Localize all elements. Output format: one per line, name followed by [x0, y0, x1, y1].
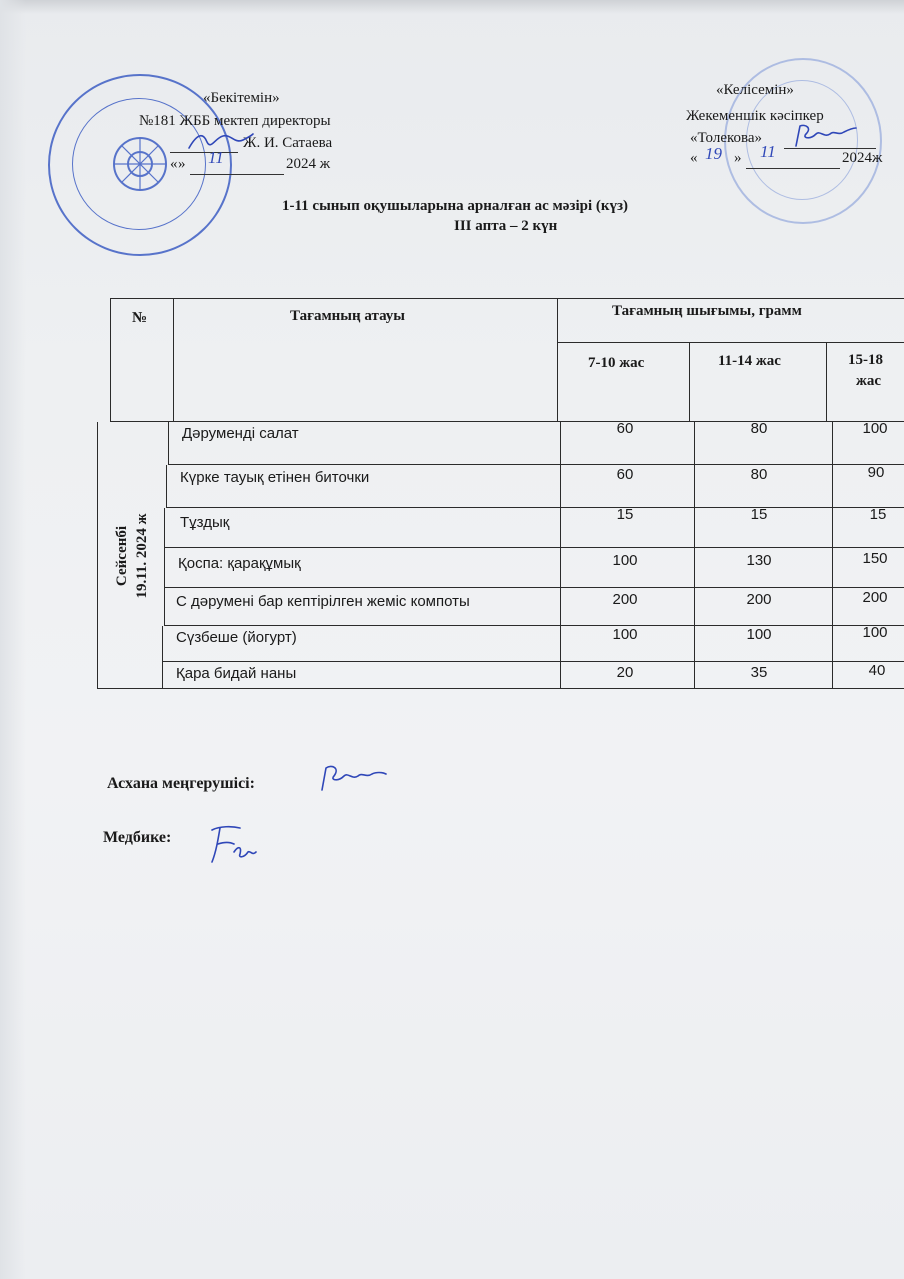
director-date-month: 11: [208, 148, 224, 167]
day-date: 19.11. 2024 ж: [134, 513, 150, 599]
row-5-v2: 200: [746, 591, 772, 608]
row-6-v3: 100: [862, 624, 888, 641]
header-age-11-14: 11-14 жас: [718, 353, 781, 369]
director-date-close: »: [178, 156, 186, 172]
row-7-v3: 40: [868, 662, 886, 679]
row-6-v2: 100: [746, 626, 772, 643]
row-2-v3: 90: [867, 464, 885, 481]
row-line-3: [164, 547, 904, 548]
row-1-v3: 100: [862, 420, 888, 437]
table-border-left-bottom: [97, 422, 98, 689]
body-divider-day-1: [168, 422, 169, 465]
entrepreneur-date-day: 19: [705, 144, 722, 163]
page-left-edge: [0, 0, 26, 1279]
entrepreneur-date-line: [746, 168, 840, 169]
entrepreneur-date-close: »: [734, 150, 742, 166]
row-1-v1: 60: [616, 420, 634, 437]
row-5-v1: 200: [612, 591, 638, 608]
row-2-v1: 60: [616, 466, 634, 483]
header-divider-age1: [689, 342, 690, 422]
entrepreneur-signature: [790, 120, 860, 152]
row-3-v2: 15: [750, 506, 768, 523]
row-7-v1: 20: [616, 664, 634, 681]
agreed-label: «Келісемін»: [716, 82, 794, 98]
table-border-bottom: [97, 688, 904, 689]
emblem-icon: [108, 132, 172, 196]
director-date-open: «: [170, 156, 178, 172]
header-age-15-18-line2: жас: [856, 373, 882, 389]
header-output: Тағамның шығымы, грамм: [612, 303, 802, 319]
header-number: №: [132, 310, 148, 326]
row-4-dish: Қоспа: қарақұмық: [178, 555, 301, 572]
row-4-v1: 100: [612, 552, 638, 569]
director-date-line: [190, 174, 284, 175]
header-divider-output: [557, 342, 904, 343]
row-line-2: [166, 507, 904, 508]
entrepreneur-position: Жекеменшік кәсіпкер: [686, 108, 824, 124]
body-divider-age1: [694, 422, 695, 689]
entrepreneur-date-open: «: [690, 150, 698, 166]
canteen-head-label: Асхана меңгерушісі:: [107, 775, 255, 792]
body-divider-dish: [560, 422, 561, 689]
row-7-v2: 35: [750, 664, 768, 681]
row-line-1: [168, 464, 904, 465]
nurse-signature: [206, 822, 262, 866]
row-4-v3: 150: [862, 550, 888, 567]
day-name: Сейсенбі: [114, 525, 130, 587]
row-2-v2: 80: [750, 466, 768, 483]
page-top-shadow: [0, 0, 904, 14]
row-3-v3: 15: [869, 506, 887, 523]
row-6-dish: Сүзбеше (йогурт): [176, 629, 297, 646]
director-position: №181 ЖББ мектеп директоры: [139, 113, 331, 129]
body-divider-age2: [832, 422, 833, 689]
row-1-v2: 80: [750, 420, 768, 437]
entrepreneur-date-year: 2024ж: [842, 150, 883, 166]
row-5-dish: С дәрумені бар кептірілген жеміс компоты: [176, 593, 470, 610]
header-divider-dish: [557, 298, 558, 422]
table-border-left-top: [110, 298, 111, 422]
nurse-label: Медбике:: [103, 829, 172, 846]
director-name: Ж. И. Сатаева: [243, 135, 333, 151]
entrepreneur-date-month: 11: [760, 142, 776, 161]
approved-label: «Бекітемін»: [203, 90, 280, 106]
table-border-top: [110, 298, 904, 299]
row-3-v1: 15: [616, 506, 634, 523]
menu-subtitle: ІІІ апта – 2 күн: [454, 218, 558, 234]
day-label: [112, 513, 152, 598]
header-divider-age2: [826, 342, 827, 422]
header-dish: Тағамның атауы: [290, 308, 406, 324]
row-3-dish: Тұздық: [180, 514, 230, 531]
director-date-year: 2024 ж: [286, 156, 331, 172]
body-divider-day-2: [166, 465, 167, 508]
day-cell: [99, 424, 165, 688]
row-line-5: [164, 625, 904, 626]
row-5-v3: 200: [862, 589, 888, 606]
header-divider-number: [173, 298, 174, 422]
header-age-7-10: 7-10 жас: [588, 355, 645, 371]
header-border-bottom: [110, 421, 904, 422]
menu-title: 1-11 сынып оқушыларына арналған ас мәзірі (күз): [282, 198, 629, 214]
canteen-head-signature: [318, 762, 388, 794]
row-7-dish: Қара бидай наны: [176, 665, 297, 682]
row-line-4: [164, 587, 904, 588]
entrepreneur-name: «Толекова»: [690, 130, 763, 146]
row-6-v1: 100: [612, 626, 638, 643]
row-4-v2: 130: [746, 552, 772, 569]
header-age-15-18-line1: 15-18: [848, 352, 883, 368]
row-line-6: [162, 661, 904, 662]
director-signature: [185, 126, 255, 156]
row-2-dish: Күрке тауық етінен биточки: [180, 469, 370, 486]
row-1-dish: Дәруменді салат: [182, 425, 299, 442]
